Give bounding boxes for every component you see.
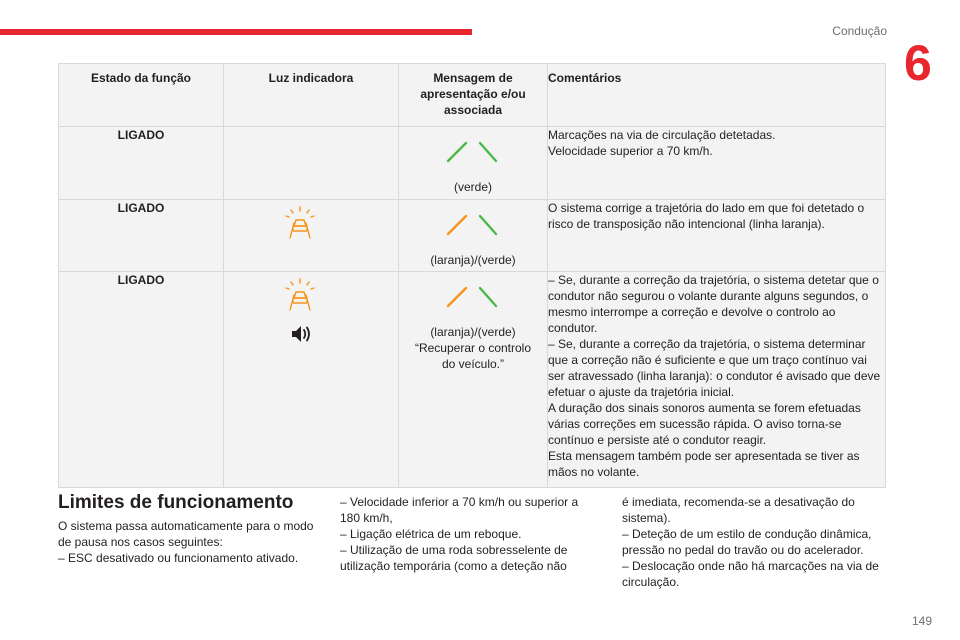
comment-line: Marcações na via de circulação detetadas.: [548, 128, 776, 142]
table-row: [59, 272, 886, 488]
message-text: (verde): [453, 180, 492, 194]
row-comments: [548, 127, 886, 200]
text-column-2: [340, 494, 598, 574]
table-row: [59, 127, 886, 200]
header-state: Estado da função: [59, 64, 224, 127]
chapter-number: 6: [904, 35, 932, 91]
row-state: LIGADO: [59, 127, 224, 200]
row-indicator-light: [224, 200, 399, 272]
paragraph: – Utilização de uma roda sobresselente de utilização temporária (como a deteção não: [340, 543, 568, 573]
message-text: (laranja)/(verde): [430, 325, 516, 339]
section-heading: Limites de funcionamento: [58, 492, 294, 513]
comment-line: O sistema corrige a trajetória do lado em que foi detetado o risco de transposição não intencional (linha laranja).: [548, 201, 865, 231]
row-indicator-light: [224, 127, 399, 200]
paragraph: – Deteção de um estilo de condução dinâmica, pressão no pedal do travão ou do acelerador.: [622, 527, 872, 557]
paragraph: – Velocidade inferior a 70 km/h ou superior a 180 km/h,: [340, 495, 579, 525]
lane-markings-icon: [438, 280, 508, 320]
row-state: LIGADO: [59, 200, 224, 272]
text-column-3: [622, 494, 890, 590]
speaker-sound-icon: [290, 324, 314, 344]
row-message: [399, 272, 548, 488]
row-state: LIGADO: [59, 272, 224, 488]
row-comments: [548, 272, 886, 488]
message-text: “Recuperar o controlo do veículo.”: [414, 341, 532, 371]
header-indicator-light: Luz indicadora: [224, 64, 399, 127]
paragraph: – Ligação elétrica de um reboque.: [340, 527, 522, 541]
row-indicator-light: [224, 272, 399, 488]
comment-line: – Se, durante a correção da trajetória, o sistema detetar que o condutor não segurou o volante durante alguns segundos, o mesmo interrompe a correção e devolve o controlo ao condutor.: [548, 273, 879, 335]
section-title: Condução: [832, 24, 887, 38]
header-comments: Comentários: [548, 64, 886, 127]
function-state-table: [58, 63, 886, 488]
comment-line: – Se, durante a correção da trajetória, o sistema determinar que a correção não é suficiente e que um traço contínuo vai ser atravessado (linha laranja): o condutor é avisado que deve efetuar o ajuste da trajetória inicial.: [548, 337, 881, 399]
lane-departure-warning-icon: [284, 206, 316, 240]
comment-line: Velocidade superior a 70 km/h.: [548, 144, 713, 158]
paragraph: – ESC desativado ou funcionamento ativado.: [58, 551, 299, 565]
lane-markings-icon: [438, 135, 508, 175]
header-message: Mensagem de apresentação e/ou associada: [399, 64, 548, 127]
comment-line: Esta mensagem também pode ser apresentada se tiver as mãos no volante.: [548, 449, 860, 479]
lane-markings-icon: [438, 208, 508, 248]
paragraph: é imediata, recomenda-se a desativação do sistema).: [622, 495, 855, 525]
paragraph: – Deslocação onde não há marcações na via de circulação.: [622, 559, 879, 589]
paragraph: O sistema passa automaticamente para o modo de pausa nos casos seguintes:: [58, 519, 314, 549]
message-text: (laranja)/(verde): [430, 253, 516, 267]
table-row: [59, 200, 886, 272]
row-message: [399, 127, 548, 200]
header-accent-bar: [0, 29, 472, 35]
page-number: 149: [912, 614, 933, 628]
text-column-1: [58, 518, 320, 566]
comment-line: A duração dos sinais sonoros aumenta se forem efetuadas várias correções em sucessão rápida. O aviso torna-se contínuo e persiste até o condutor reagir.: [548, 401, 861, 447]
row-message: [399, 200, 548, 272]
lane-departure-warning-icon: [284, 278, 316, 312]
row-comments: [548, 200, 886, 272]
table-header-row: [59, 64, 886, 127]
